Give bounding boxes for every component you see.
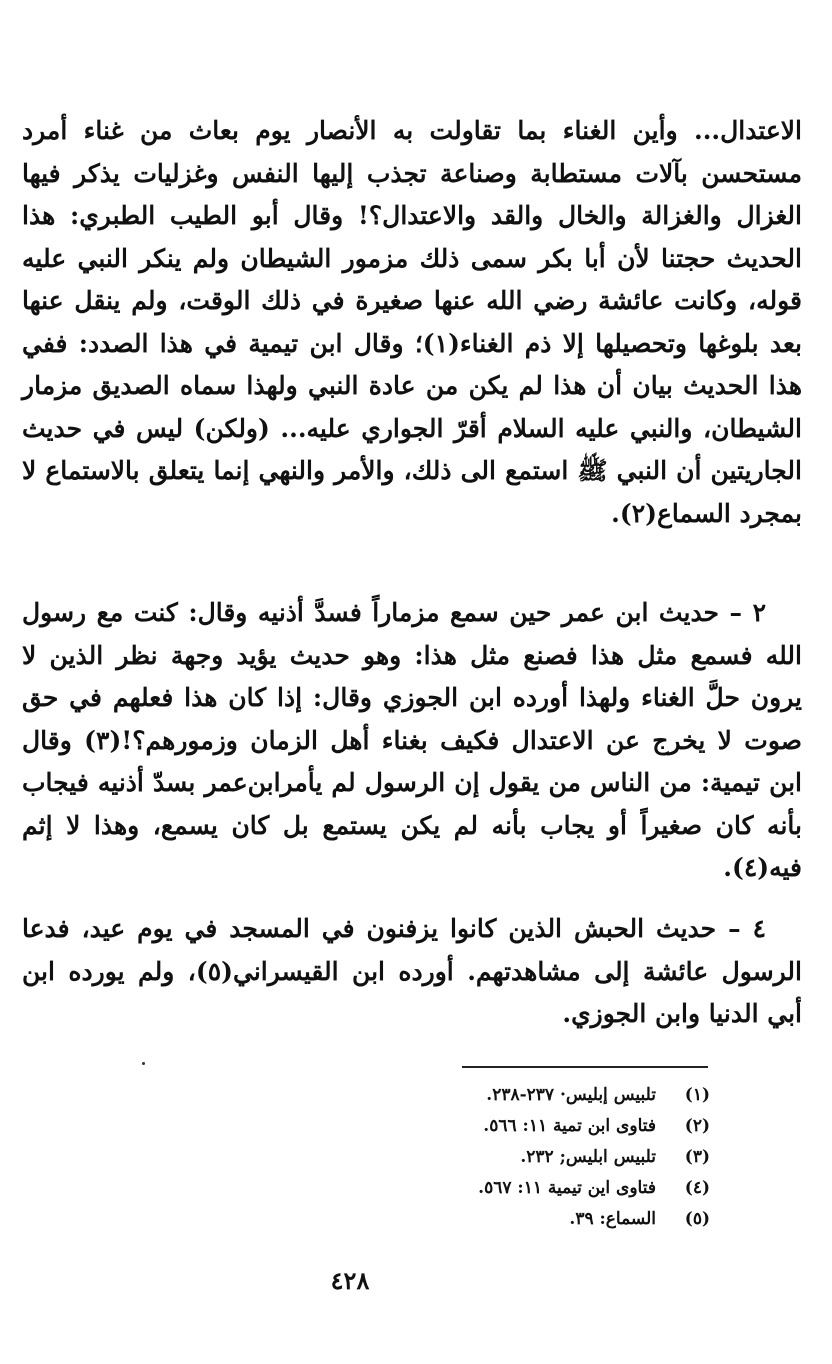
footnote-number: (١) bbox=[684, 1085, 710, 1105]
page-number: ٤٢٨ bbox=[330, 1266, 370, 1295]
footnote-4 bbox=[478, 1173, 710, 1204]
footnote-number: (٢) bbox=[684, 1116, 710, 1136]
footnote-number: (٣) bbox=[684, 1147, 710, 1167]
footnote-text: تلبيس ابليس; ٢٣٢. bbox=[520, 1147, 656, 1167]
footnotes bbox=[478, 1080, 710, 1235]
footnote-3 bbox=[478, 1142, 710, 1173]
paragraph-1-text: الاعتدال... وأين الغناء بما تقاولت به الأنصار يوم بعاث من غناء أمرد مستحسن بآلات مستطابة وصناعة تجذب إليها النفس وغزليات يذكر فيها الغزال والغزالة والخال والقد والاعتدال؟! وقال أبو الطيب الطبري: هذا الحديث حجتنا لأن أبا بكر سمى ذلك مزمور الشيطان ولم ينكر النبي عليه قوله، وكانت عائشة رضي الله عنها صغيرة في ذلك الوقت، ولم ينقل عنها بعد بلوغها وتحصيلها إلا ذم الغناء(١)؛ وقال ابن تيمية في هذا الصدد: ففي هذا الحديث بيان أن هذا لم يكن من عادة النبي ولهذا سماه الصديق مزمار الشيطان، والنبي عليه السلام أقرّ الجواري عليه... (ولكن) ليس في حديث الجاريتين أن النبي ﷺ استمع الى ذلك، والأمر والنهي إنما يتعلق بالاستماع لا بمجرد السماع(٢). bbox=[22, 116, 803, 528]
paragraph-3-text: ٤ – حديث الحبش الذين كانوا يزفنون في المسجد في يوم عيد، فدعا الرسول عائشة إلى مشاهدتهم. أورده ابن القيسراني(٥)، ولم يورده ابن أبي الدنيا وابن الجوزي. bbox=[22, 914, 802, 1028]
footnote-2 bbox=[478, 1111, 710, 1142]
paragraph-1 bbox=[22, 110, 802, 535]
footnote-divider bbox=[462, 1066, 708, 1068]
paragraph-2-text: ٢ – حديث ابن عمر حين سمع مزماراً فسدَّ أذنيه وقال: كنت مع رسول الله فسمع مثل هذا فصنع مثل هذا: وهو حديث يؤيد وجهة نظر الذين لا يرون حلَّ الغناء ولهذا أورده ابن الجوزي وقال: إذا كان هذا فعلهم في حق صوت لا يخرج عن الاعتدال فكيف بغناء أهل الزمان وزمورهم؟!(٣) وقال ابن تيمية: من الناس من يقول إن الرسول لم يأمرابن‌عمر بسدّ أذنيه فيجاب بأنه كان صغيراً أو يجاب بأنه لم يكن يستمع بل كان يسمع، وهذا لا إثم فيه(٤). bbox=[22, 598, 802, 882]
footnote-number: (٥) bbox=[684, 1209, 710, 1229]
footnote-number: (٤) bbox=[684, 1178, 710, 1198]
footnote-text: فتاوى اين تيمية ١١: ٥٦٧. bbox=[478, 1178, 656, 1198]
footnote-1 bbox=[478, 1080, 710, 1111]
footnote-text: تلبيس إبليس· ٢٣٧-٢٣٨. bbox=[486, 1085, 656, 1105]
print-speck bbox=[142, 1062, 145, 1065]
paragraph-2 bbox=[22, 592, 802, 890]
footnote-text: فتاوى ابن تمية ١١: ٥٦٦. bbox=[483, 1116, 656, 1136]
footnote-text: السماع: ٣٩. bbox=[569, 1209, 656, 1229]
paragraph-3 bbox=[22, 908, 802, 1036]
footnote-5 bbox=[478, 1204, 710, 1235]
